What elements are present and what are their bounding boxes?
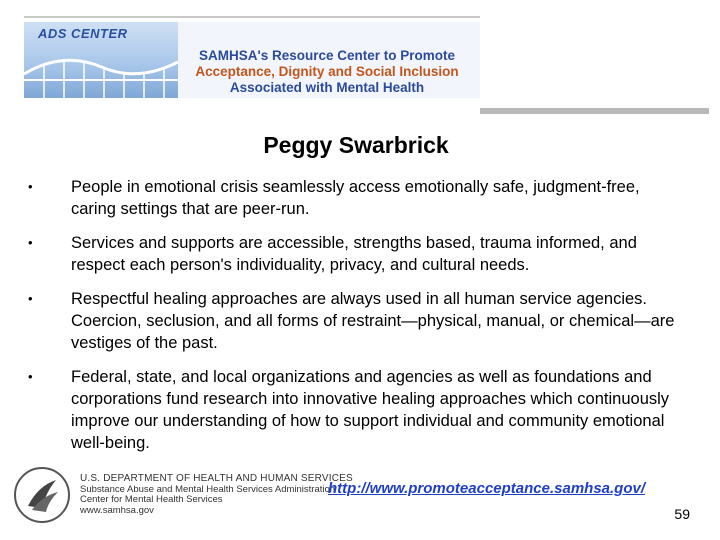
promote-acceptance-link[interactable]: http://www.promoteacceptance.samhsa.gov/ [328, 480, 646, 497]
hhs-department: U.S. DEPARTMENT OF HEALTH AND HUMAN SERVICES [80, 473, 353, 484]
banner-text [174, 48, 480, 96]
banner-line-1: SAMHSA's Resource Center to Promote [198, 48, 455, 63]
ads-center-label: ADS CENTER [38, 26, 128, 41]
bullet-marker: • [28, 369, 33, 384]
bullet-text: Federal, state, and local organizations and agencies as well as foundations and corporations fund research into innovative healing approaches which continuously improve our understanding of how to support individual and community emotional well-being. [71, 368, 670, 452]
bullet-marker: • [28, 235, 33, 250]
header-rule [480, 108, 709, 114]
banner-top-rule [24, 16, 480, 18]
slide-number: 59 [674, 506, 690, 522]
hhs-cmhs: Center for Mental Health Services [80, 494, 223, 505]
banner-line-3: Associated with Mental Health [229, 80, 425, 95]
bullet-item [28, 232, 680, 276]
slide-title: Peggy Swarbrick [263, 132, 449, 158]
bullet-text: Services and supports are accessible, strengths based, trauma informed, and respect each person's individuality, privacy, and cultural needs. [71, 234, 637, 274]
bridge-photo [24, 22, 178, 98]
hhs-eagle-logo [12, 466, 72, 524]
hhs-samhsa: Substance Abuse and Mental Health Services Administration [80, 483, 336, 495]
hhs-footer-text [80, 474, 353, 516]
bullet-item [28, 176, 680, 220]
bullet-list [28, 176, 680, 466]
bullet-text: Respectful healing approaches are always used in all human service agencies. Coercion, seclusion, and all forms of restraint—physical, manual, or chemical—are vestiges of the past. [71, 290, 675, 352]
bullet-text: People in emotional crisis seamlessly access emotionally safe, judgment-free, caring settings that are peer-run. [71, 178, 640, 218]
hhs-website: www.samhsa.gov [80, 504, 154, 516]
bullet-item [28, 288, 680, 354]
bullet-marker: • [28, 179, 33, 194]
bullet-item [28, 366, 680, 454]
ads-center-banner [24, 22, 480, 98]
bullet-marker: • [28, 291, 33, 306]
banner-line-2: Acceptance, Dignity and Social Inclusion [195, 64, 459, 79]
